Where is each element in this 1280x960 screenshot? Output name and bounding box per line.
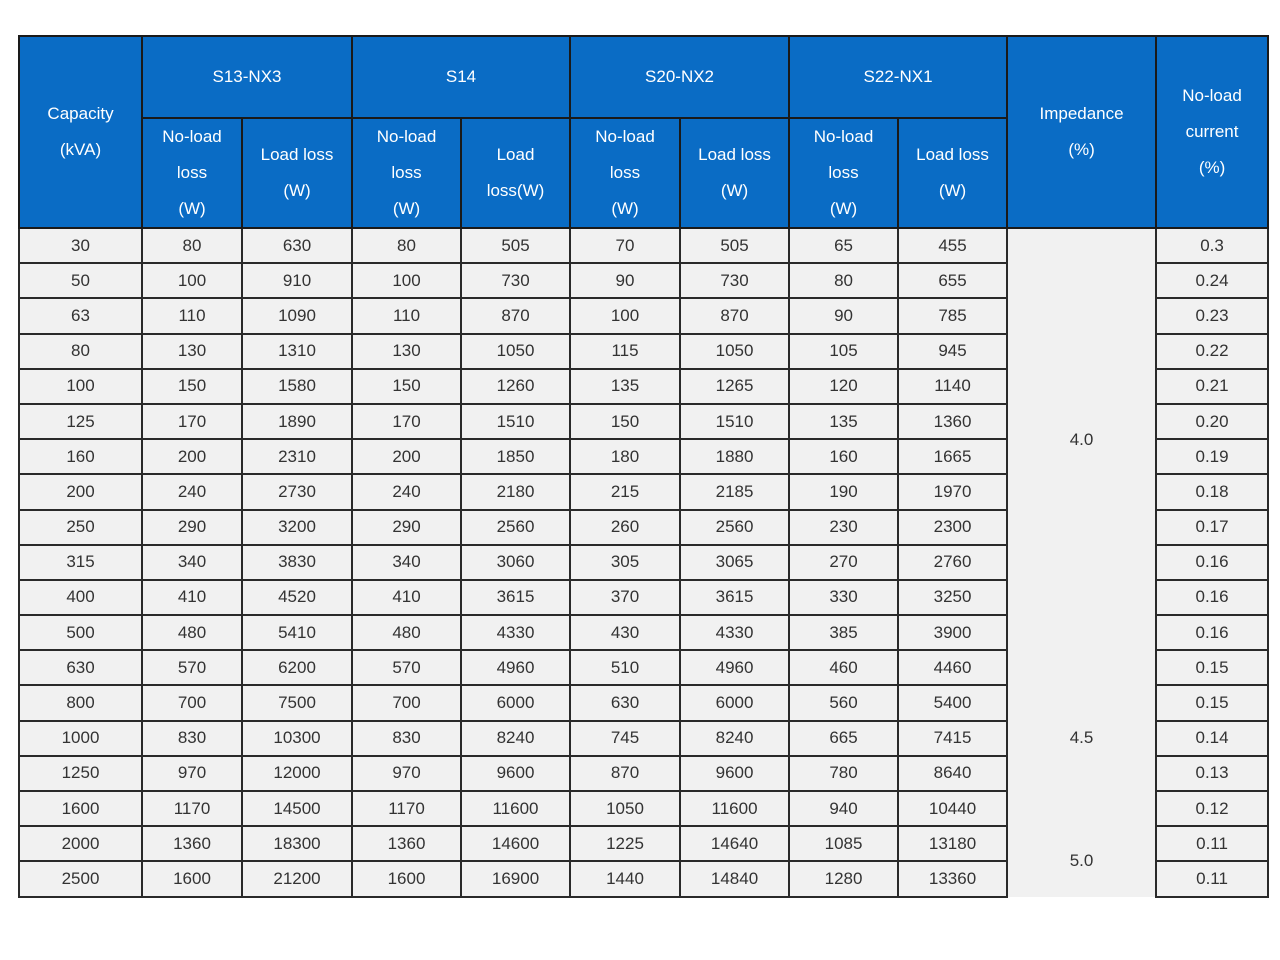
noload-loss-cell: 70 xyxy=(570,228,680,263)
noload-loss-cell: 80 xyxy=(142,228,242,263)
load-loss-cell: 5410 xyxy=(242,615,352,650)
load-loss-cell: 8240 xyxy=(680,721,789,756)
load-loss-cell: 4960 xyxy=(680,650,789,685)
noload-current-cell: 0.16 xyxy=(1156,545,1268,580)
noload-loss-cell: 1050 xyxy=(570,791,680,826)
load-loss-cell: 3900 xyxy=(898,615,1007,650)
noload-loss-cell: 270 xyxy=(789,545,898,580)
load-loss-cell: 6000 xyxy=(461,685,570,720)
capacity-cell: 63 xyxy=(19,298,142,333)
noload-loss-cell: 100 xyxy=(570,298,680,333)
noload-current-cell: 0.23 xyxy=(1156,298,1268,333)
noload-loss-cell: 1360 xyxy=(352,826,461,861)
load-loss-cell: 6000 xyxy=(680,685,789,720)
capacity-cell: 80 xyxy=(19,334,142,369)
noload-current-cell: 0.21 xyxy=(1156,369,1268,404)
noload-loss-cell: 290 xyxy=(352,510,461,545)
load-loss-cell: 1050 xyxy=(680,334,789,369)
load-loss-cell: 2310 xyxy=(242,439,352,474)
noload-current-cell: 0.22 xyxy=(1156,334,1268,369)
capacity-cell: 250 xyxy=(19,510,142,545)
load-loss-cell: 12000 xyxy=(242,756,352,791)
capacity-cell: 1600 xyxy=(19,791,142,826)
noload-loss-cell: 100 xyxy=(142,263,242,298)
load-loss-cell: 1310 xyxy=(242,334,352,369)
load-loss-cell: 3615 xyxy=(680,580,789,615)
load-loss-cell: 11600 xyxy=(461,791,570,826)
noload-loss-cell: 970 xyxy=(142,756,242,791)
load-loss-cell: 1580 xyxy=(242,369,352,404)
noload-loss-cell: 340 xyxy=(352,545,461,580)
noload-loss-cell: 80 xyxy=(789,263,898,298)
noload-loss-cell: 830 xyxy=(352,721,461,756)
noload-loss-cell: 290 xyxy=(142,510,242,545)
subheader-noload-loss: No-load loss (W) xyxy=(142,118,242,228)
load-loss-cell: 1050 xyxy=(461,334,570,369)
capacity-cell: 2000 xyxy=(19,826,142,861)
subheader-noload-loss: No-load loss (W) xyxy=(352,118,461,228)
transformer-spec-table xyxy=(18,35,1269,898)
load-loss-cell: 1890 xyxy=(242,404,352,439)
load-loss-cell: 1140 xyxy=(898,369,1007,404)
noload-loss-cell: 305 xyxy=(570,545,680,580)
noload-loss-cell: 480 xyxy=(352,615,461,650)
load-loss-cell: 10300 xyxy=(242,721,352,756)
load-loss-cell: 7500 xyxy=(242,685,352,720)
capacity-cell: 1000 xyxy=(19,721,142,756)
noload-current-cell: 0.20 xyxy=(1156,404,1268,439)
noload-loss-cell: 190 xyxy=(789,474,898,509)
noload-loss-cell: 385 xyxy=(789,615,898,650)
impedance-cell: 4.0 xyxy=(1007,228,1156,650)
load-loss-cell: 730 xyxy=(461,263,570,298)
load-loss-cell: 13360 xyxy=(898,861,1007,896)
noload-current-cell: 0.12 xyxy=(1156,791,1268,826)
noload-loss-cell: 570 xyxy=(142,650,242,685)
noload-current-cell: 0.16 xyxy=(1156,580,1268,615)
noload-loss-cell: 120 xyxy=(789,369,898,404)
capacity-cell: 125 xyxy=(19,404,142,439)
load-loss-cell: 8240 xyxy=(461,721,570,756)
noload-loss-cell: 970 xyxy=(352,756,461,791)
noload-loss-cell: 1170 xyxy=(352,791,461,826)
noload-loss-cell: 510 xyxy=(570,650,680,685)
load-loss-cell: 4330 xyxy=(680,615,789,650)
noload-loss-cell: 130 xyxy=(352,334,461,369)
load-loss-cell: 1265 xyxy=(680,369,789,404)
load-loss-cell: 1090 xyxy=(242,298,352,333)
load-loss-cell: 8640 xyxy=(898,756,1007,791)
load-loss-cell: 630 xyxy=(242,228,352,263)
load-loss-cell: 4460 xyxy=(898,650,1007,685)
capacity-cell: 30 xyxy=(19,228,142,263)
noload-loss-cell: 160 xyxy=(789,439,898,474)
model-header-s14: S14 xyxy=(352,36,570,118)
load-loss-cell: 13180 xyxy=(898,826,1007,861)
noload-loss-cell: 410 xyxy=(352,580,461,615)
noload-loss-cell: 150 xyxy=(352,369,461,404)
noload-loss-cell: 150 xyxy=(142,369,242,404)
load-loss-cell: 945 xyxy=(898,334,1007,369)
capacity-cell: 1250 xyxy=(19,756,142,791)
noload-loss-cell: 1600 xyxy=(352,861,461,896)
noload-loss-cell: 200 xyxy=(352,439,461,474)
load-loss-cell: 1510 xyxy=(680,404,789,439)
impedance-cell: 5.0 xyxy=(1007,826,1156,896)
capacity-cell: 630 xyxy=(19,650,142,685)
load-loss-cell: 2180 xyxy=(461,474,570,509)
noload-loss-cell: 260 xyxy=(570,510,680,545)
capacity-cell: 100 xyxy=(19,369,142,404)
noload-current-header: No-load current (%) xyxy=(1156,36,1268,228)
noload-loss-cell: 1440 xyxy=(570,861,680,896)
noload-loss-cell: 1600 xyxy=(142,861,242,896)
noload-loss-cell: 870 xyxy=(570,756,680,791)
load-loss-cell: 9600 xyxy=(680,756,789,791)
load-loss-cell: 1360 xyxy=(898,404,1007,439)
capacity-cell: 800 xyxy=(19,685,142,720)
noload-loss-cell: 480 xyxy=(142,615,242,650)
load-loss-cell: 14500 xyxy=(242,791,352,826)
load-loss-cell: 910 xyxy=(242,263,352,298)
load-loss-cell: 1510 xyxy=(461,404,570,439)
noload-current-cell: 0.14 xyxy=(1156,721,1268,756)
model-header-s13-nx3: S13-NX3 xyxy=(142,36,352,118)
noload-loss-cell: 940 xyxy=(789,791,898,826)
table-body xyxy=(19,228,1268,897)
noload-loss-cell: 340 xyxy=(142,545,242,580)
load-loss-cell: 21200 xyxy=(242,861,352,896)
noload-loss-cell: 410 xyxy=(142,580,242,615)
load-loss-cell: 1970 xyxy=(898,474,1007,509)
noload-current-cell: 0.11 xyxy=(1156,826,1268,861)
load-loss-cell: 5400 xyxy=(898,685,1007,720)
noload-loss-cell: 1085 xyxy=(789,826,898,861)
load-loss-cell: 16900 xyxy=(461,861,570,896)
noload-loss-cell: 240 xyxy=(142,474,242,509)
noload-current-cell: 0.16 xyxy=(1156,615,1268,650)
load-loss-cell: 3615 xyxy=(461,580,570,615)
load-loss-cell: 10440 xyxy=(898,791,1007,826)
load-loss-cell: 1880 xyxy=(680,439,789,474)
noload-loss-cell: 460 xyxy=(789,650,898,685)
table-row xyxy=(19,826,1268,861)
load-loss-cell: 14600 xyxy=(461,826,570,861)
noload-loss-cell: 430 xyxy=(570,615,680,650)
noload-loss-cell: 240 xyxy=(352,474,461,509)
load-loss-cell: 2560 xyxy=(461,510,570,545)
subheader-load-loss: Load loss(W) xyxy=(461,118,570,228)
noload-loss-cell: 170 xyxy=(352,404,461,439)
table-header xyxy=(19,36,1268,228)
table-row xyxy=(19,650,1268,685)
noload-current-cell: 0.11 xyxy=(1156,861,1268,896)
noload-current-cell: 0.24 xyxy=(1156,263,1268,298)
noload-loss-cell: 1170 xyxy=(142,791,242,826)
load-loss-cell: 2560 xyxy=(680,510,789,545)
table-row xyxy=(19,228,1268,263)
noload-loss-cell: 700 xyxy=(142,685,242,720)
noload-loss-cell: 200 xyxy=(142,439,242,474)
noload-loss-cell: 665 xyxy=(789,721,898,756)
load-loss-cell: 2185 xyxy=(680,474,789,509)
noload-loss-cell: 830 xyxy=(142,721,242,756)
capacity-cell: 200 xyxy=(19,474,142,509)
impedance-cell: 4.5 xyxy=(1007,650,1156,826)
noload-loss-cell: 110 xyxy=(352,298,461,333)
noload-loss-cell: 100 xyxy=(352,263,461,298)
load-loss-cell: 18300 xyxy=(242,826,352,861)
load-loss-cell: 11600 xyxy=(680,791,789,826)
noload-loss-cell: 330 xyxy=(789,580,898,615)
load-loss-cell: 1260 xyxy=(461,369,570,404)
noload-current-cell: 0.15 xyxy=(1156,650,1268,685)
load-loss-cell: 3830 xyxy=(242,545,352,580)
noload-loss-cell: 700 xyxy=(352,685,461,720)
load-loss-cell: 2760 xyxy=(898,545,1007,580)
noload-loss-cell: 1360 xyxy=(142,826,242,861)
noload-current-cell: 0.15 xyxy=(1156,685,1268,720)
load-loss-cell: 3060 xyxy=(461,545,570,580)
noload-loss-cell: 105 xyxy=(789,334,898,369)
noload-current-cell: 0.18 xyxy=(1156,474,1268,509)
noload-loss-cell: 135 xyxy=(789,404,898,439)
load-loss-cell: 505 xyxy=(680,228,789,263)
noload-loss-cell: 180 xyxy=(570,439,680,474)
load-loss-cell: 1665 xyxy=(898,439,1007,474)
noload-loss-cell: 230 xyxy=(789,510,898,545)
load-loss-cell: 3065 xyxy=(680,545,789,580)
load-loss-cell: 785 xyxy=(898,298,1007,333)
capacity-header: Capacity (kVA) xyxy=(19,36,142,228)
noload-loss-cell: 170 xyxy=(142,404,242,439)
model-header-s20-nx2: S20-NX2 xyxy=(570,36,789,118)
load-loss-cell: 2730 xyxy=(242,474,352,509)
subheader-load-loss: Load loss (W) xyxy=(242,118,352,228)
noload-loss-cell: 110 xyxy=(142,298,242,333)
noload-loss-cell: 215 xyxy=(570,474,680,509)
noload-current-cell: 0.3 xyxy=(1156,228,1268,263)
noload-loss-cell: 370 xyxy=(570,580,680,615)
noload-loss-cell: 570 xyxy=(352,650,461,685)
noload-current-cell: 0.19 xyxy=(1156,439,1268,474)
impedance-header: Impedance (%) xyxy=(1007,36,1156,228)
noload-loss-cell: 115 xyxy=(570,334,680,369)
noload-loss-cell: 135 xyxy=(570,369,680,404)
subheader-load-loss: Load loss (W) xyxy=(898,118,1007,228)
noload-loss-cell: 65 xyxy=(789,228,898,263)
noload-loss-cell: 630 xyxy=(570,685,680,720)
load-loss-cell: 2300 xyxy=(898,510,1007,545)
noload-loss-cell: 90 xyxy=(789,298,898,333)
noload-loss-cell: 745 xyxy=(570,721,680,756)
load-loss-cell: 7415 xyxy=(898,721,1007,756)
load-loss-cell: 1850 xyxy=(461,439,570,474)
subheader-noload-loss: No-load loss (W) xyxy=(570,118,680,228)
noload-loss-cell: 130 xyxy=(142,334,242,369)
capacity-cell: 2500 xyxy=(19,861,142,896)
load-loss-cell: 9600 xyxy=(461,756,570,791)
noload-loss-cell: 560 xyxy=(789,685,898,720)
capacity-cell: 500 xyxy=(19,615,142,650)
load-loss-cell: 14640 xyxy=(680,826,789,861)
noload-current-cell: 0.17 xyxy=(1156,510,1268,545)
capacity-cell: 315 xyxy=(19,545,142,580)
capacity-cell: 50 xyxy=(19,263,142,298)
load-loss-cell: 4330 xyxy=(461,615,570,650)
noload-loss-cell: 1280 xyxy=(789,861,898,896)
load-loss-cell: 3250 xyxy=(898,580,1007,615)
noload-loss-cell: 780 xyxy=(789,756,898,791)
load-loss-cell: 870 xyxy=(461,298,570,333)
load-loss-cell: 455 xyxy=(898,228,1007,263)
capacity-cell: 160 xyxy=(19,439,142,474)
load-loss-cell: 730 xyxy=(680,263,789,298)
load-loss-cell: 4520 xyxy=(242,580,352,615)
load-loss-cell: 3200 xyxy=(242,510,352,545)
load-loss-cell: 505 xyxy=(461,228,570,263)
model-header-s22-nx1: S22-NX1 xyxy=(789,36,1007,118)
load-loss-cell: 6200 xyxy=(242,650,352,685)
subheader-noload-loss: No-load loss (W) xyxy=(789,118,898,228)
load-loss-cell: 4960 xyxy=(461,650,570,685)
noload-loss-cell: 80 xyxy=(352,228,461,263)
load-loss-cell: 870 xyxy=(680,298,789,333)
noload-loss-cell: 1225 xyxy=(570,826,680,861)
noload-loss-cell: 150 xyxy=(570,404,680,439)
noload-loss-cell: 90 xyxy=(570,263,680,298)
load-loss-cell: 14840 xyxy=(680,861,789,896)
subheader-load-loss: Load loss (W) xyxy=(680,118,789,228)
noload-current-cell: 0.13 xyxy=(1156,756,1268,791)
load-loss-cell: 655 xyxy=(898,263,1007,298)
capacity-cell: 400 xyxy=(19,580,142,615)
